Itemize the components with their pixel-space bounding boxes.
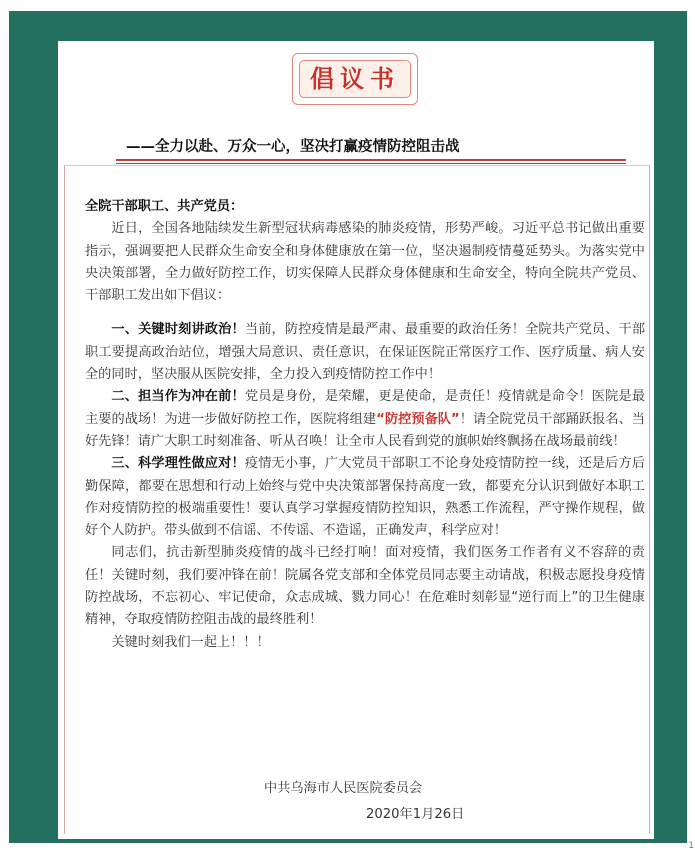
subtitle-rule-bottom: [116, 163, 626, 164]
item-2-paragraph: [85, 386, 645, 453]
title-badge: [292, 53, 418, 105]
signature-date: 2020年1月26日: [366, 807, 465, 822]
item-3-title: 三、科学理性做应对！: [111, 456, 245, 472]
subtitle: ——全力以赴、万众一心，坚决打赢疫情防控阻击战: [126, 139, 460, 155]
item-2-title: 二、担当作为冲在前！: [111, 389, 245, 405]
green-frame: [9, 11, 687, 843]
item-2-body-b: ！请全院党员干部踊跃报名、当好先锋！请广大职工时刻准备、听从召唤！让全市人民看到党的旗帜始终飘扬在战场最前线！: [85, 411, 645, 449]
item-3-paragraph: [85, 453, 645, 542]
closing-paragraph: 同志们，抗击新型肺炎疫情的战斗已经打响！面对疫情，我们医务工作者有义不容辞的责任！关键时刻，我们要冲锋在前！院属各党支部和全体党员同志要主动请战，积极志愿投身疫情防控战场，不忘初心、牢记使命，众志成城、戮力同心！在危难时刻彰显“逆行而上”的卫生健康精神，夺取疫情防控阻击战的最终胜利！: [85, 545, 645, 628]
item-1-paragraph: [85, 319, 645, 386]
subtitle-rule-top: [116, 159, 626, 161]
page-edge-number: 1: [688, 841, 694, 851]
rally-line: 关键时刻我们一起上！！！: [111, 634, 270, 650]
item-2-highlight: “防控预备队”: [376, 411, 460, 427]
document-page: [58, 41, 654, 839]
item-3-body: 疫情无小事，广大党员干部职工不论身处疫情防控一线，还是后方后勤保障，都要在思想和行动上始终与党中央决策部署保持高度一致，都要充分认识到做好本职工作对疫情防控的极端重要性！要认真学习掌握疫情防控知识，熟悉工作流程，严守操作规程，做好个人防护。带头做到不信谣、不传谣、不造谣，正确发声，科学应对！: [85, 456, 646, 539]
item-1-body: 当前，防控疫情是最严肃、最重要的政治任务！全院共产党员、干部职工要提高政治站位，增强大局意识、责任意识，在保证医院正常医疗工作、医疗质量、病人安全的同时，坚决服从医院安排，全力投入到疫情防控工作中！: [85, 322, 646, 383]
signature-org: 中共乌海市人民医院委员会: [264, 781, 423, 796]
item-2-body-a: 党员是身份，是荣耀，更是使命，是责任！疫情就是命令！医院是最主要的战场！为进一步做好防控工作，医院将组建: [85, 389, 646, 427]
item-1-title: 一、关键时刻讲政治！: [111, 322, 245, 338]
salutation: 全院干部职工、共产党员：: [85, 199, 244, 214]
letter-box: [64, 165, 650, 834]
page-title: 倡议书: [299, 60, 411, 98]
letter-body: [85, 196, 645, 654]
intro-paragraph: 近日，全国各地陆续发生新型冠状病毒感染的肺炎疫情，形势严峻。习近平总书记做出重要指示，强调要把人民群众生命安全和身体健康放在第一位，坚决遏制疫情蔓延势头。为落实党中央决策部署，全力做好防控工作，切实保障人民群众身体健康和生命安全，特向全院共产党员、干部职工发出如下倡议：: [85, 221, 645, 304]
